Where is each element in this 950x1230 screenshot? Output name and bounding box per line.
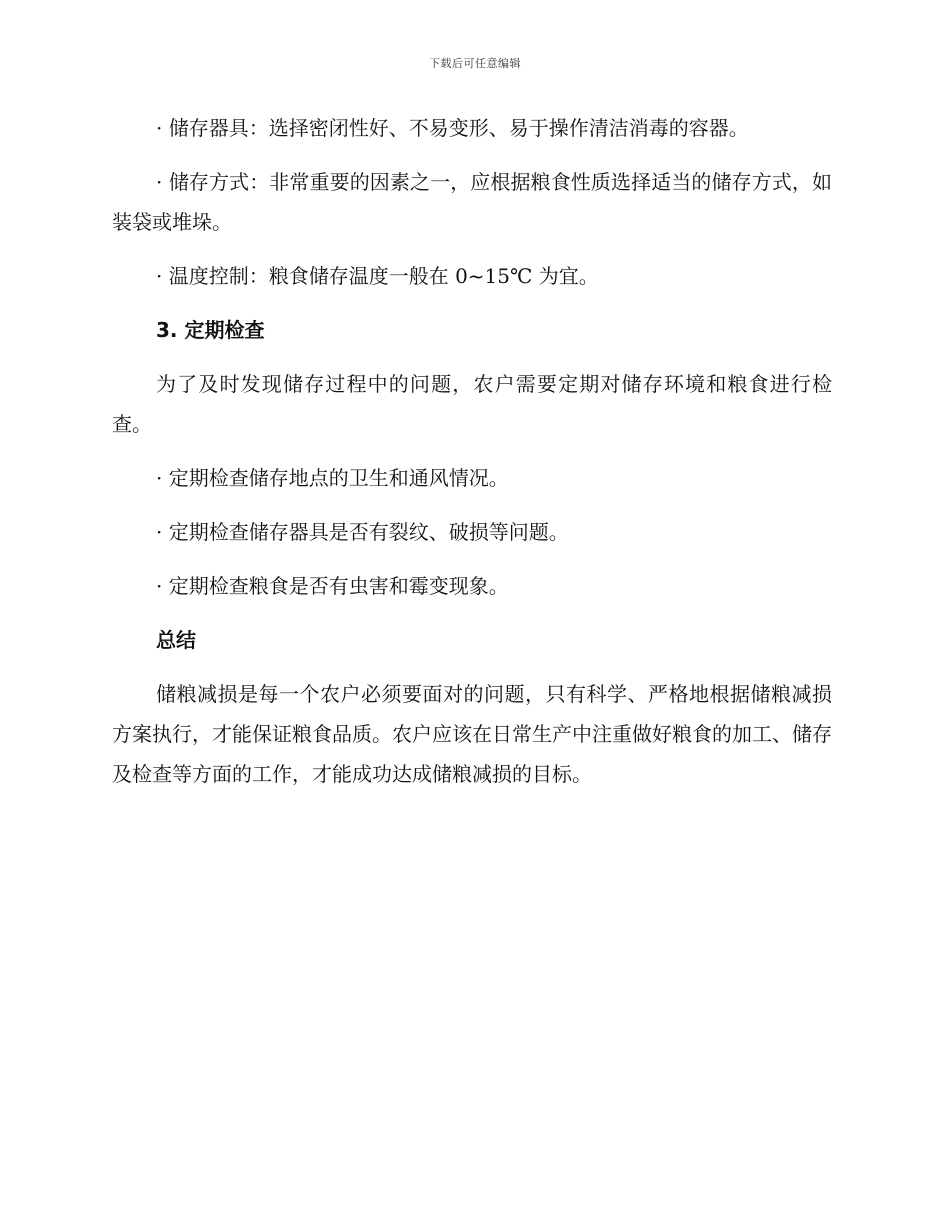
paragraph-summary: 储粮减损是每一个农户必须要面对的问题，只有科学、严格地根据储粮减损方案执行，才能保证粮食品质。农户应该在日常生产中注重做好粮食的加工、储存及检查等方面的工作，才能成功达成储粮减损的目标。 <box>112 682 832 786</box>
bullet-storage-method: · 储存方式：非常重要的因素之一，应根据粮食性质选择适当的储存方式，如装袋或堆垛。 <box>112 170 832 234</box>
bullet-inspect-grain: · 定期检查粮食是否有虫害和霉变现象。 <box>156 574 509 598</box>
section-heading-regular-inspection: 3. 定期检查 <box>156 318 265 342</box>
section-heading-summary: 总结 <box>156 628 196 652</box>
bullet-storage-container: · 储存器具：选择密闭性好、不易变形、易于操作清洁消毒的容器。 <box>156 116 749 140</box>
page-header-note: 下载后可任意编辑 <box>429 57 521 70</box>
document-body <box>112 108 832 808</box>
paragraph-inspection-intro: 为了及时发现储存过程中的问题，农户需要定期对储存环境和粮食进行检查。 <box>112 372 832 436</box>
bullet-inspect-containers: · 定期检查储存器具是否有裂纹、破损等问题。 <box>156 520 569 544</box>
bullet-temperature-control: · 温度控制：粮食储存温度一般在 0~15℃ 为宜。 <box>156 264 599 288</box>
bullet-inspect-location: · 定期检查储存地点的卫生和通风情况。 <box>156 466 509 490</box>
